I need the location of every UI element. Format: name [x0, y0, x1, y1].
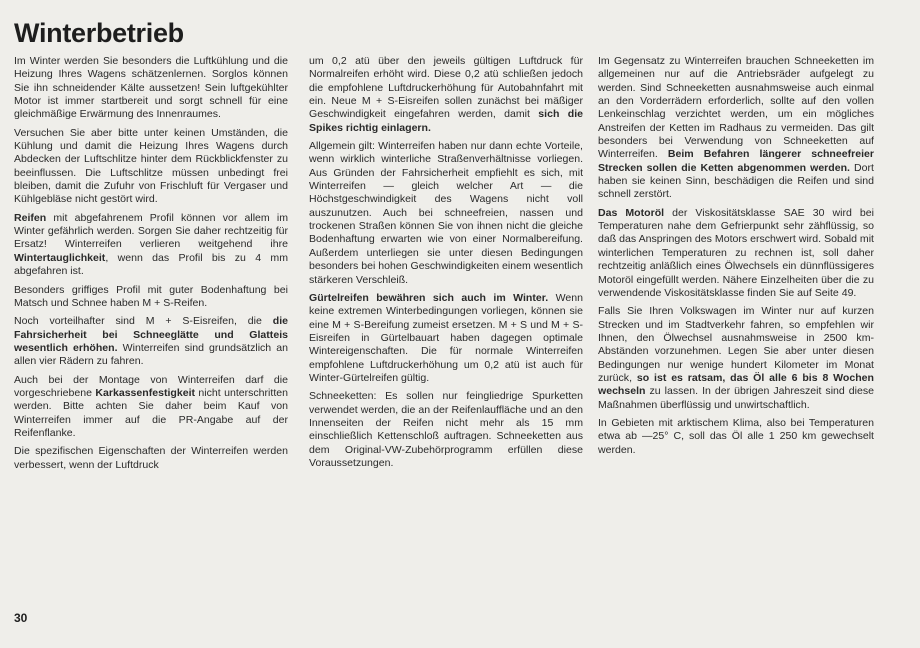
paragraph: Besonders griffiges Profil mit guter Bodenhaftung bei Matsch und Schnee haben M + S-Reifen. [14, 283, 288, 309]
paragraph [598, 207, 874, 300]
text: um 0,2 atü über den jeweils gültigen Luftdruck für Normalreifen erhöht wird. Diese 0,2 atü schließen jedoch die empfohlene Luftdruckerhöhung für Autobahnfahrt mit ein. Neue M + S-Eisreifen sollen zunächst bei mäßiger Geschwindigkeit eingefahren werden, damit [309, 55, 583, 121]
column-1 [14, 55, 288, 472]
text: Dort haben sie keinen Sinn, beschädigen die Reifen und sind schnell zerstört. [598, 161, 874, 201]
text: zu lassen. In der übrigen Jahreszeit sind diese Maßnahmen überflüssig und unwirtschaftlich. [598, 385, 874, 411]
text: Winterreifen sind grundsätzlich an allen vier Rädern zu fahren. [14, 341, 288, 368]
text: Wenn keine extremen Winterbedingungen vorliegen, können sie eine M + S-Bereifung zumeist ersetzen. M + S und M + S-Eisreifen in Gürtelbauart haben dagegen optimale Wintereigenschaften. Die für normale Winterreifen empfohlene Luftdruckerhöhung um 0,2 atü ist auch für Winter-Gürtelreifen gültig. [309, 291, 583, 384]
page-number: 30 [14, 611, 28, 625]
paragraph [14, 374, 288, 441]
bold-text: Karkassenfestigkeit [95, 386, 196, 399]
column-3 [598, 55, 874, 457]
column-2 [309, 55, 583, 470]
paragraph: Die spezifischen Eigenschaften der Winterreifen werden verbessert, wenn der Luftdruck [14, 445, 288, 471]
paragraph: Schneeketten: Es sollen nur feingliedrige Spurketten verwendet werden, die an der Reifenlauffläche und an den Innenseiten der Reifen nicht mehr als 15 mm einschließlich Kettenschloß auftragen. Schneeketten aus dem Original-VW-Zubehörprogramm erfüllen diese Voraussetzungen. [309, 390, 583, 469]
text: Noch vorteilhafter sind M + S-Eisreifen, die [14, 315, 273, 328]
bold-text: Gürtelreifen bewähren sich auch im Winter. [309, 291, 549, 304]
paragraph [598, 305, 874, 412]
bold-text: Wintertauglichkeit [14, 251, 106, 264]
text: Falls Sie Ihren Volkswagen im Winter nur auf kurzen Strecken und im Stadtverkehr fahren, so empfehlen wir Ihnen, den Ölwechsel ausnahmsweise in 2500 km-Abständen vorzunehmen. Legen Sie aber unter diesen Bedingungen nur wenige hundert Kilometer im Monat zurück, [598, 305, 874, 384]
text: der Viskositätsklasse SAE 30 wird bei Temperaturen nahe dem Gefrierpunkt sehr zähflüssig, so daß das Anspringen des Motors erschwert wird. Sobald mit winterlichen Temperaturen zu rechnen ist, soll daher rechtzeitig anläßlich eines Ölwechsels ein dünnflüssigeres Motoröl eingefüllt werden. Nähere Einzelheiten über die zu verwendende Viskositätsklasse finden Sie auf Seite 49. [598, 206, 874, 299]
text: Im Gegensatz zu Winterreifen brauchen Schneeketten im allgemeinen nur auf die Antriebsräder aufgelegt zu werden. Sind Schneeketten ausnahmsweise auch einmal an den Vorderrädern erforderlich, sollte auf den vollen Lenkeinschlag verzichtet werden, um ein mögliches Anstreifen der Ketten im Radhaus zu vermeiden. Das gilt besonders bei Verwendung von Schneeketten auf Winterreifen. [598, 55, 874, 161]
paragraph: Im Winter werden Sie besonders die Luftkühlung und die Heizung Ihres Wagens schätzenlernen. Sorglos können Sie ihn schneidender Kälte aussetzen! Sein luftgekühlter Motor ist immer startbereit und sorgt schnell für eine gleichmäßige Erwärmung des Innenraumes. [14, 55, 288, 121]
bold-text: sich die Spikes richtig einlagern. [309, 108, 583, 134]
text: , wenn das Profil bis zu 4 mm abgefahren ist. [14, 251, 288, 278]
paragraph: In Gebieten mit arktischem Klima, also bei Temperaturen etwa ab —25° C, soll das Öl alle 1 250 km gewechselt werden. [598, 416, 874, 456]
bold-text: Das Motoröl [598, 206, 665, 219]
bold-text: Beim Befahren längerer schneefreier Strecken sollen die Ketten abgenommen werden. [598, 148, 874, 174]
paragraph [309, 292, 583, 385]
paragraph [598, 55, 874, 202]
paragraph [14, 315, 288, 368]
paragraph [309, 55, 583, 135]
text: Auch bei der Montage von Winterreifen darf die vorgeschriebene [14, 373, 288, 399]
bold-text: Reifen [14, 211, 47, 224]
page-title: Winterbetrieb [14, 18, 184, 48]
paragraph [14, 212, 288, 279]
text: nicht unterschritten werden. Bitte achten Sie daher beim Kauf von Winterreifen immer auf die PR-Angabe auf der Reifenflanke. [14, 386, 288, 439]
bold-text: die Fahrsicherheit bei Schneeglätte und Glatteis wesentlich erhöhen. [14, 315, 288, 354]
text: mit abgefahrenem Profil können vor allem im Winter gefährlich werden. Sorgen Sie daher rechtzeitig für Ersatz! Winterreifen verlieren weitgehend ihre [14, 211, 288, 251]
paragraph: Allgemein gilt: Winterreifen haben nur dann echte Vorteile, wenn wirklich winterliche Straßenverhältnisse vorliegen. Aus Gründen der Fahrsicherheit empfiehlt es sich, mit Winterreifen — gleich welcher Art — die Höchstgeschwindigkeit des Wagens nicht voll auszunutzen. Auch bei schneefreien, nassen und trockenen Straßen können Sie von ihnen nicht die gleiche Bodenhaftung erwarten wie von einer Normalbereifung. Außerdem unterliegen sie unter diesen Bedingungen besonders bei hohen Geschwindigkeiten einem wesentlich stärkeren Verschleiß. [309, 140, 583, 286]
paragraph: Versuchen Sie aber bitte unter keinen Umständen, die Kühlung und damit die Heizung Ihres Wagens durch Abdecken der Luftschlitze hinter dem Rückblickfenster zu beeinflussen. Die Luftschlitze müssen unbedingt frei bleiben, damit die Zufuhr von Frischluft für Vergaser und Kühlgebläse nicht gestört wird. [14, 126, 288, 206]
bold-text: so ist es ratsam, das Öl alle 6 bis 8 Wochen wechseln [598, 371, 874, 398]
